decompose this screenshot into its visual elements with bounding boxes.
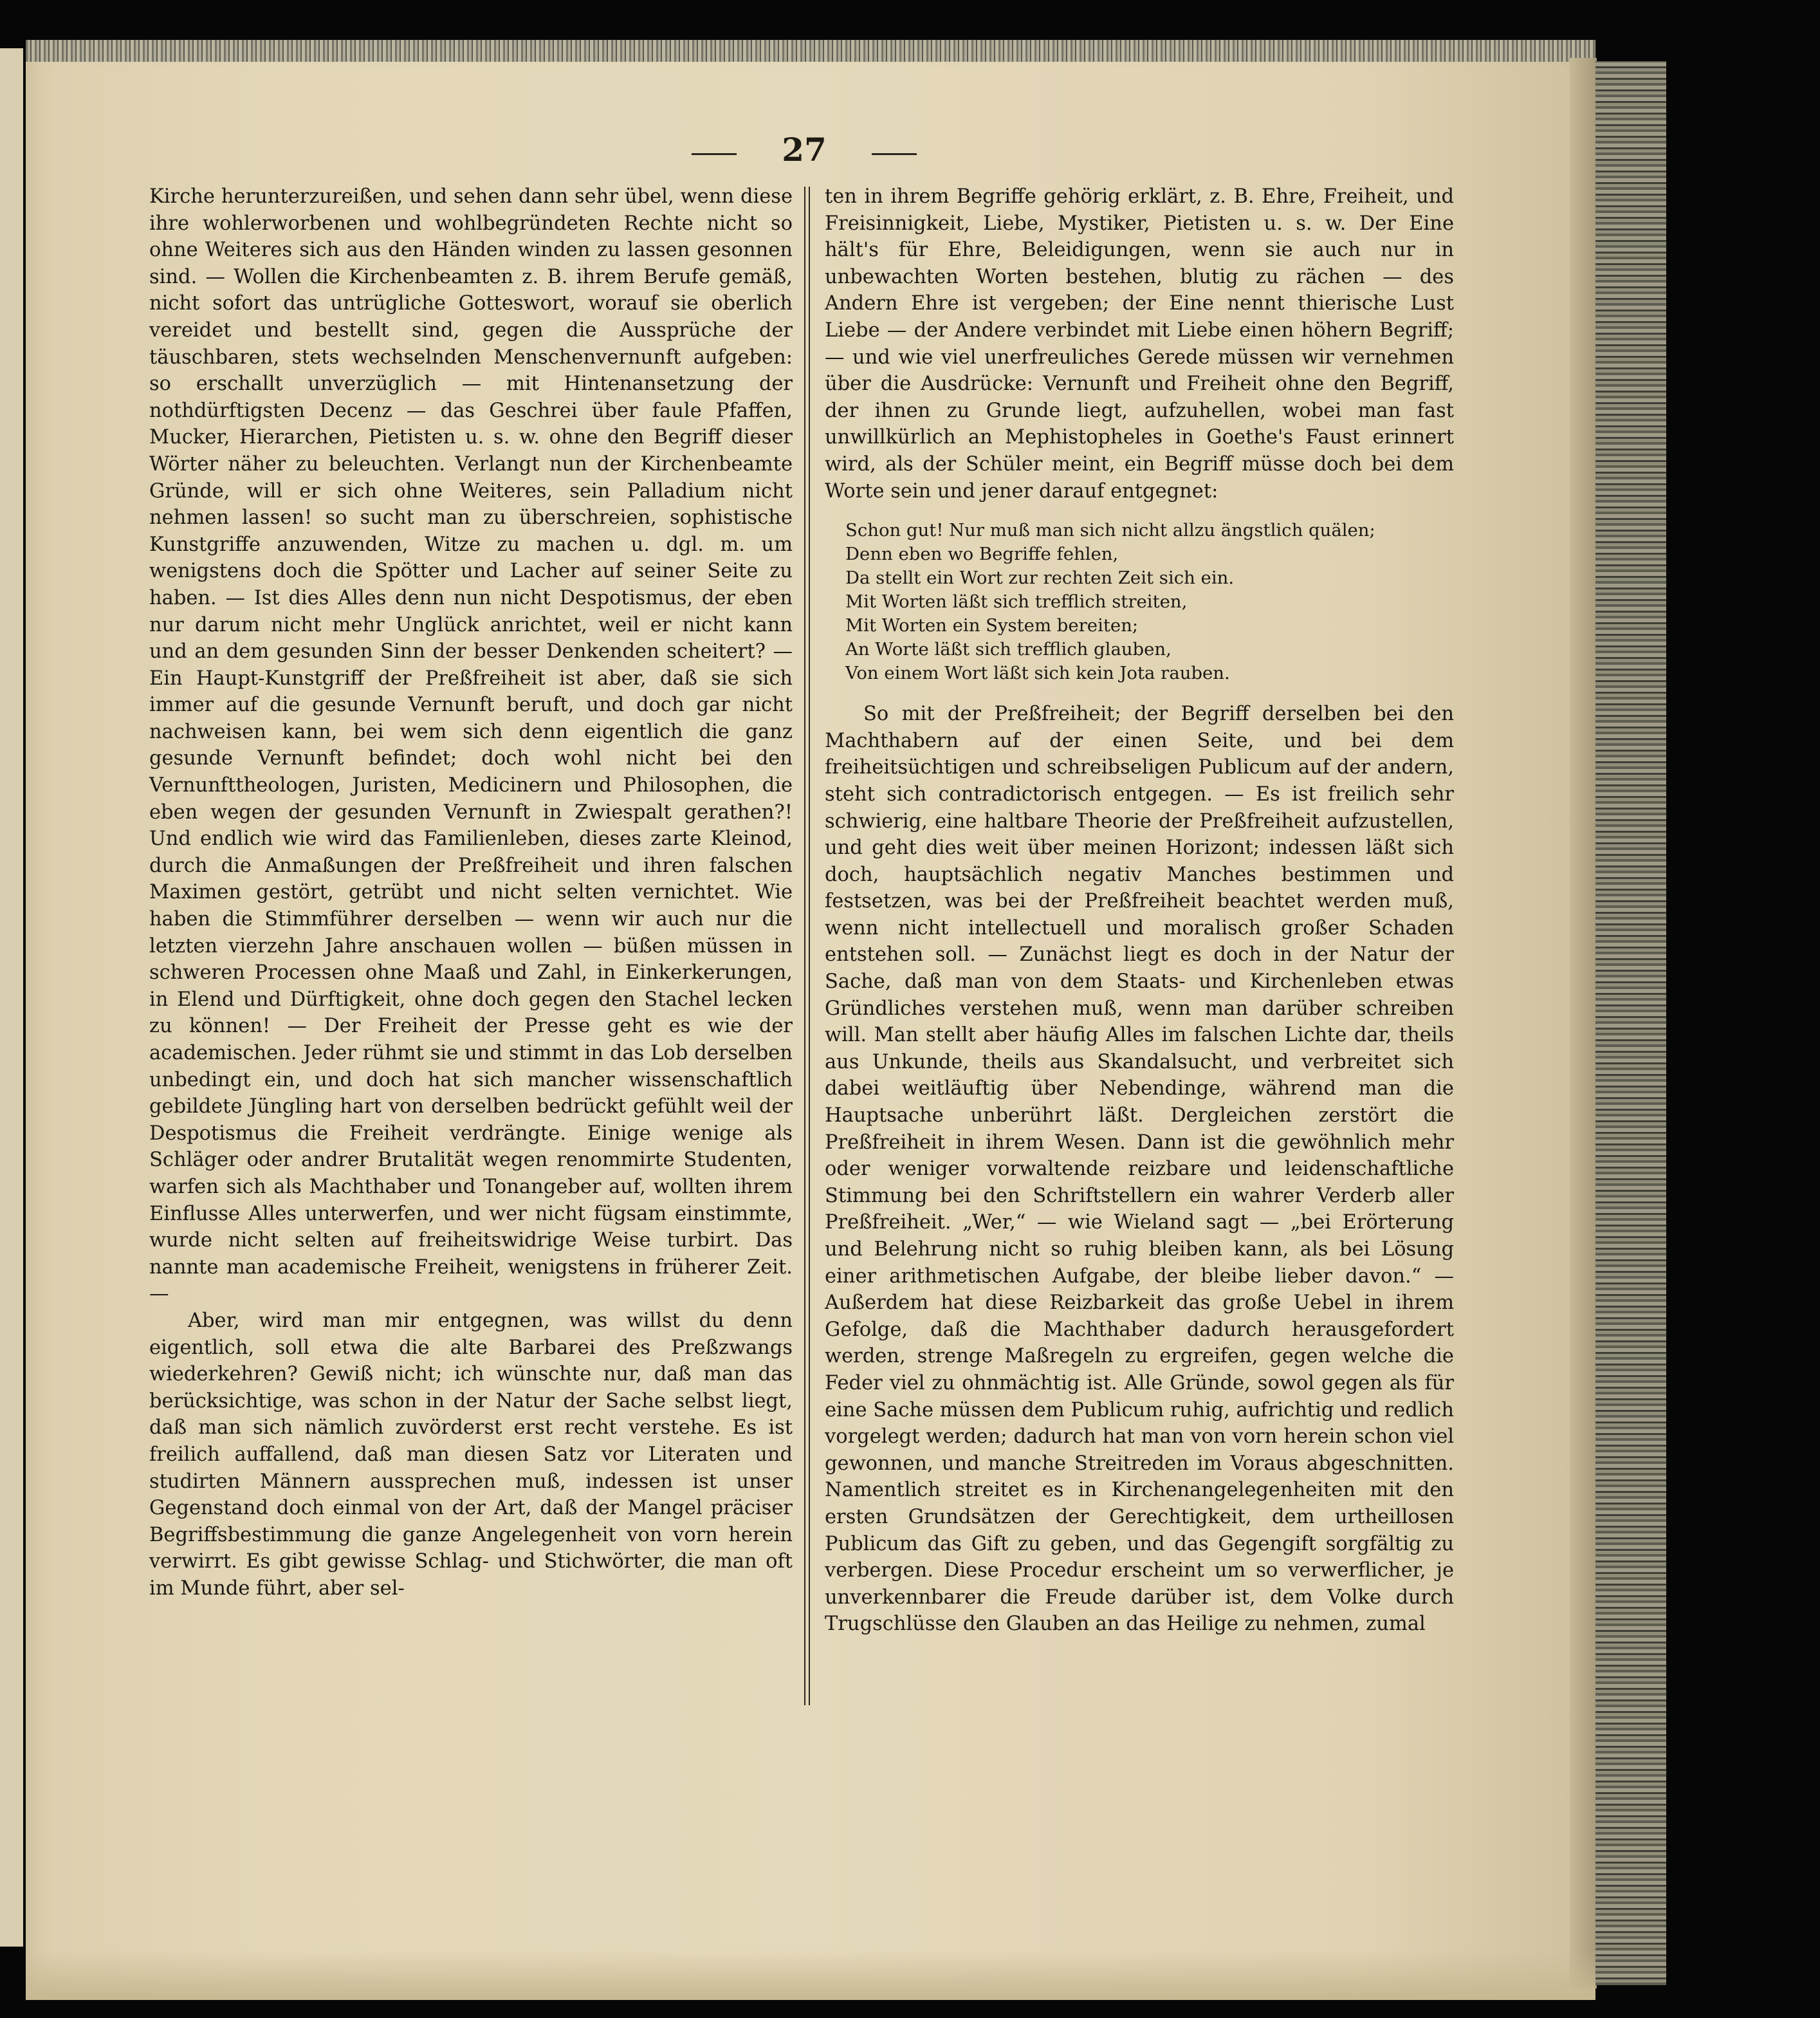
- column-divider: [804, 187, 810, 1705]
- right-paragraph-intro: ten in ihrem Begriffe gehörig erklärt, z. B. Ehre, Freiheit, und Freisinnigkeit, Liebe, Mystiker, Pietisten u. s. w. Der Eine hält's für Ehre, Beleidigungen, wenn sie auch nur in unbewachten Worten bestehen, blutig zu rächen — des Andern Ehre ist vergeben; der Eine nennt thierische Lust Liebe — der Andere verbindet mit Liebe einen höhern Begriff; — und wie viel unerfreuliches Gerede müssen wir vernehmen über die Ausdrücke: Vernunft und Freiheit ohne den Begriff, der ihnen zu Grunde liegt, aufzuhellen, wobei man fast unwillkürlich an Mephistopheles in Goethe's Faust erinnert wird, als der Schüler meint, ein Begriff müsse doch bei dem Worte sein und jener darauf entgegnet:: [825, 185, 1454, 503]
- quote-line: Schon gut! Nur muß man sich nicht allzu ängstlich quälen;: [845, 520, 1375, 541]
- left-paragraph-2: Aber, wird man mir entgegnen, was willst du denn eigentlich, soll etwa die alte Barbarei des Preßzwangs wiederkehren? Gewiß nicht; ich wünschte nur, daß man das berücksichtige, was schon in der Natur der Sache selbst liegt, daß man sich nämlich zuvörderst erst recht verstehe. Es ist freilich auffallend, daß man diesen Satz vor Literaten und studirten Männern aussprechen muß, indessen ist unser Gegenstand doch einmal von der Art, daß der Mangel präciser Begriffsbestimmung die ganze Angelegenheit von vorn herein verwirrt. Es gibt gewisse Schlag- und Stichwörter, die man oft im Munde führt, aber sel-: [149, 1309, 793, 1600]
- quote-line: Da stellt ein Wort zur rechten Zeit sich ein.: [845, 568, 1235, 589]
- page-bottom-shadow: [26, 1950, 1595, 2000]
- marbled-cover-edge: [1595, 61, 1666, 1985]
- page-top-edge: [26, 40, 1595, 62]
- page-right-edge: [1570, 58, 1597, 1988]
- right-column: [825, 183, 1454, 1638]
- quote-line: Von einem Wort läßt sich kein Jota rauben.: [845, 663, 1230, 684]
- left-column: [149, 183, 793, 1602]
- right-paragraph-body: So mit der Preßfreiheit; der Begriff derselben bei den Machthabern auf der einen Seite, und bei dem freiheitsüchtigen und schreibseligen Publicum auf der andern, steht sich contradictorisch entgegen. — Es ist freilich sehr schwierig, eine haltbare Theorie der Preßfreiheit aufzustellen, und geht dies weit über meinen Horizont; indessen läßt sich doch, hauptsächlich negativ Manches bestimmen und festsetzen, was bei der Preßfreiheit beachtet werden muß, wenn nicht intellectuell und moralisch großer Schaden entstehen soll. — Zunächst liegt es doch in der Natur der Sache, daß man von dem Staats- und Kirchenleben etwas Gründliches verstehen muß, wenn man darüber schreiben will. Man stellt aber häufig Alles im falschen Lichte dar, theils aus Unkunde, theils aus Skandalsucht, und verbreitet sich dabei weitläuftig über Nebendinge, während man die Hauptsache unberührt läßt. Dergleichen zerstört die Preßfreiheit in ihrem Wesen. Dann ist die gewöhnlich mehr oder weniger vorwaltende reizbare und leidenschaftliche Stimmung bei den Schriftstellern ein wahrer Verderb aller Preßfreiheit. „Wer,“ — wie Wieland sagt — „bei Erörterung und Belehrung nicht so ruhig bleiben kann, als bei Lösung einer arithmetischen Aufgabe, der bleibe lieber davon.“ — Außerdem hat diese Reizbarkeit das große Uebel in ihrem Gefolge, daß die Machthaber dadurch herausgefordert werden, strenge Maßregeln zu ergreifen, gegen welche die Feder viel zu ohnmächtig ist. Alle Gründe, sowol gegen als für eine Sache müssen dem Publicum ruhig, aufrichtig und redlich vorgelegt werden; dadurch hat man von vorn herein schon viel gewonnen, und manche Streitreden im Voraus abgeschnitten. Namentlich streitet es in Kirchenangelegenheiten mit den ersten Grundsätzen der Gerechtigkeit, dem urtheillosen Publicum das Gift zu geben, und das Gegengift sorgfältig zu verbergen. Diese Procedur erscheint um so verwerflicher, je unverkennbarer die Freude darüber ist, dem Volke durch Trugschlüsse den Glauben an das Heilige zu nehmen, zumal: [825, 703, 1454, 1636]
- quote-line: Mit Worten ein System bereiten;: [845, 615, 1139, 636]
- quote-line: Denn eben wo Begriffe fehlen,: [845, 544, 1119, 565]
- page-number: 27: [782, 131, 827, 169]
- header-rule-right: [872, 153, 917, 155]
- left-paragraph-1: Kirche herunterzureißen, und sehen dann sehr übel, wenn diese ihre wohlerworbenen und wohlbegründeten Rechte nicht so ohne Weiteres sich aus den Händen winden zu lassen gesonnen sind. — Wollen die Kirchenbeamten z. B. ihrem Berufe gemäß, nicht sofort das untrügliche Gotteswort, worauf sie oberlich vereidet und bestellt sind, gegen die Aussprüche der täuschbaren, stets wechselnden Menschenvernunft aufgeben: so erschallt unverzüglich — mit Hintenansetzung der nothdürftigsten Decenz — das Geschrei über faule Pfaffen, Mucker, Hierarchen, Pietisten u. s. w. ohne den Begriff dieser Wörter näher zu beleuchten. Verlangt nun der Kirchenbeamte Gründe, will er sich ohne Weiteres, sein Palladium nicht nehmen lassen! so sucht man zu überschreien, sophistische Kunstgriffe anzuwenden, Witze zu machen u. dgl. m. um wenigstens doch die Spötter und Lacher auf seiner Seite zu haben. — Ist dies Alles denn nun nicht Despotismus, der eben nur darum nicht mehr Unglück anrichtet, weil er nicht kann und an dem gesunden Sinn der besser Denkenden scheitert? — Ein Haupt-Kunstgriff der Preßfreiheit ist aber, daß sie sich immer auf die gesunde Vernunft beruft, und doch gar nicht nachweisen kann, bei wem sich denn eigentlich die ganz gesunde Vernunft befindet; doch wohl nicht bei den Vernunfttheologen, Juristen, Medicinern und Philosophen, die eben wegen der gesunden Vernunft in Zwiespalt gerathen?! Und endlich wie wird das Familienleben, dieses zarte Kleinod, durch die Anmaßungen der Preßfreiheit und ihren falschen Maximen gestört, getrübt und nicht selten vernichtet. Wie haben die Stimmführer derselben — wenn wir auch nur die letzten vierzehn Jahre anschauen wollen — büßen müssen in schweren Processen ohne Maaß und Zahl, in Einkerkerungen, in Elend und Dürftigkeit, ohne doch gegen den Stachel lecken zu können! — Der Freiheit der Presse geht es wie der academischen. Jeder rühmt sie und stimmt in das Lob derselben unbedingt ein, und doch hat sich mancher wissenschaftlich gebildete Jüngling hart von derselben bedrückt gefühlt weil der Despotismus die Freiheit verdrängte. Einige wenige als Schläger oder andrer Brutalität wegen renommirte Studenten, warfen sich als Machthaber und Tonangeber auf, wollten ihrem Einflusse Alles unterwerfen, und wer nicht fügsam einstimmte, wurde nicht selten auf freiheitswidrige Weise turbirt. Das nannte man academische Freiheit, wenigstens in früherer Zeit. —: [149, 185, 793, 1306]
- quote-line: An Worte läßt sich trefflich glauben,: [845, 639, 1172, 660]
- quote-line: Mit Worten läßt sich trefflich streiten,: [845, 591, 1188, 613]
- previous-page-edge: [0, 48, 23, 1947]
- page-header: [676, 127, 933, 172]
- goethe-quote: [845, 519, 1454, 685]
